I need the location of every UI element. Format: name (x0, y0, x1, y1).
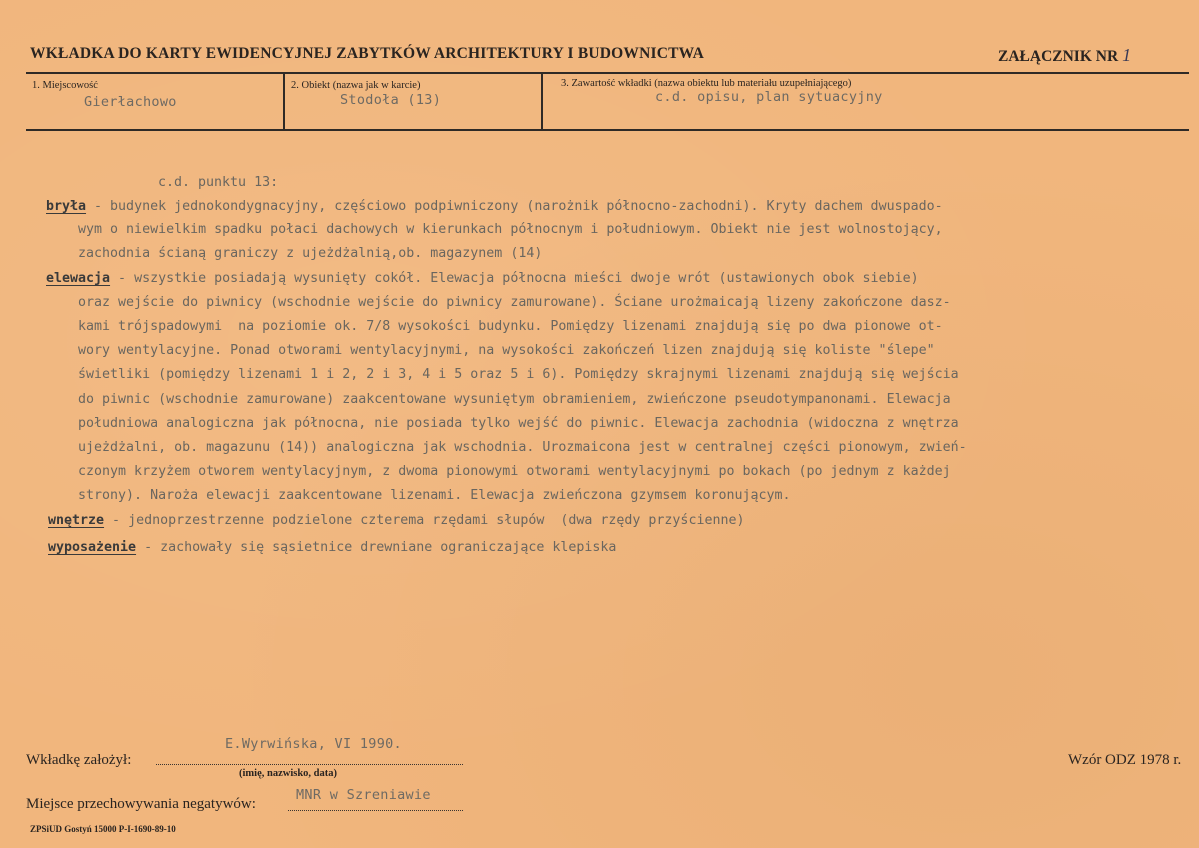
object-label: 2. Obiekt (nazwa jak w karcie) (291, 80, 421, 91)
place-label: 1. Miejscowość (32, 80, 98, 91)
founder-value: E.Wyrwińska, VI 1990. (225, 736, 402, 752)
section-keyword: elewacja (46, 271, 111, 286)
body-line (46, 339, 935, 363)
negatives-dotted-line (288, 810, 463, 811)
body-line (46, 363, 959, 387)
negatives-label: Miejsce przechowywania negatywów: (26, 796, 256, 812)
line-text: południowa analogiczna jak północna, nie posiada tylko wejść do piwnic. Elewacja zachodnia (widoczna z wnętrza (46, 416, 959, 431)
body-line (46, 388, 951, 412)
body-line (46, 412, 959, 436)
line-text: ujeżdżalni, ob. magazunu (14)) analogiczna jak wschodnia. Urozmaicona jest w centralnej części pionowym, zwień- (46, 440, 967, 455)
body-line (46, 218, 943, 242)
content-value: c.d. opisu, plan sytuacyjny (655, 89, 883, 105)
line-text: - wszystkie posiadają wysunięty cokół. Elewacja północna mieści dwoje wrót (ustawionych obok siebie) (110, 271, 919, 286)
founder-dotted-line (156, 764, 463, 765)
body-line (46, 195, 943, 219)
line-text: kami trójspadowymi na poziomie ok. 7/8 wysokości budynku. Pomiędzy lizenami znajdują się po dwa pionowe ot- (46, 319, 943, 334)
place-value: Gierłachowo (84, 94, 177, 110)
print-info: ZPSiUD Gostyń 15000 P-I-1690-89-10 (30, 824, 176, 834)
line-text: - budynek jednokondygnacyjny, częściowo podpiwniczony (narożnik północno-zachodni). Kryty dachem dwuspado- (86, 199, 943, 214)
body-line (46, 242, 542, 266)
field-divider-1 (283, 73, 285, 130)
body-line (46, 267, 919, 291)
section-keyword: wyposażenie (48, 540, 137, 555)
line-text: zachodnia ścianą graniczy z ujeżdżalnią,ob. magazynem (14) (46, 246, 543, 261)
field-divider-2 (541, 73, 543, 130)
content-label: 3. Zawartość wkładki (nazwa obiektu lub materiału uzupełniającego) (561, 78, 852, 89)
line-text: do piwnic (wschodnie zamurowane) zaakcentowane wysuniętym obramieniem, zwieńczone pseudotympanonami. Elewacja (46, 392, 951, 407)
line-text: świetliki (pomiędzy lizenami 1 i 2, 2 i 3, 4 i 5 oraz 5 i 6). Pomiędzy skrajnymi lizenami znajdują się wejścia (46, 367, 959, 382)
body-line (48, 509, 744, 533)
model-label: Wzór ODZ 1978 r. (1068, 752, 1182, 768)
body-line (46, 460, 951, 484)
body-line (46, 436, 967, 460)
header-rule-top (26, 72, 1189, 74)
document-title: WKŁADKA DO KARTY EWIDENCYJNEJ ZABYTKÓW ARCHITEKTURY I BUDOWNICTWA (30, 45, 705, 62)
founder-caption: (imię, nazwisko, data) (239, 768, 337, 779)
line-text: strony). Naroża elewacji zaakcentowane lizenami. Elewacja zwieńczona gzymsem koronującym. (46, 488, 791, 503)
annex-label: ZAŁĄCZNIK NR (998, 48, 1119, 65)
line-text: - jednoprzestrzenne podzielone czterema rzędami słupów (dwa rzędy przyścienne) (104, 513, 745, 528)
body-line (46, 291, 951, 315)
line-text: wory wentylacyjne. Ponad otworami wentylacyjnymi, na wysokości zakończeń lizen znajdują się koliste "ślepe" (46, 343, 935, 358)
negatives-value: MNR w Szreniawie (296, 787, 431, 803)
line-text: wym o niewielkim spadku połaci dachowych w kierunkach północnym i południowym. Obiekt nie jest wolnostojący, (46, 222, 943, 237)
section-keyword: wnętrze (48, 513, 105, 528)
body-line (46, 484, 791, 508)
body-line (48, 536, 616, 560)
line-text: - zachowały się sąsietnice drewniane ograniczające klepiska (136, 540, 617, 555)
line-text: czonym krzyżem otworem wentylacyjnym, z dwoma pionowymi otworami wentylacyjnymi po bokach (po jednym z każdej (46, 464, 951, 479)
line-text: oraz wejście do piwnicy (wschodnie wejście do piwnicy zamurowane). Ściane urożmaicają lizeny zakończone dasz- (46, 295, 951, 310)
annex-label-group (998, 45, 1131, 66)
header-rule-bottom (26, 129, 1189, 131)
object-value: Stodoła (13) (340, 92, 442, 108)
founder-label: Wkładkę założył: (26, 752, 132, 768)
body-heading: c.d. punktu 13: (158, 175, 279, 190)
annex-number: 1 (1122, 45, 1132, 65)
section-keyword: bryła (46, 199, 87, 214)
body-line (46, 315, 943, 339)
